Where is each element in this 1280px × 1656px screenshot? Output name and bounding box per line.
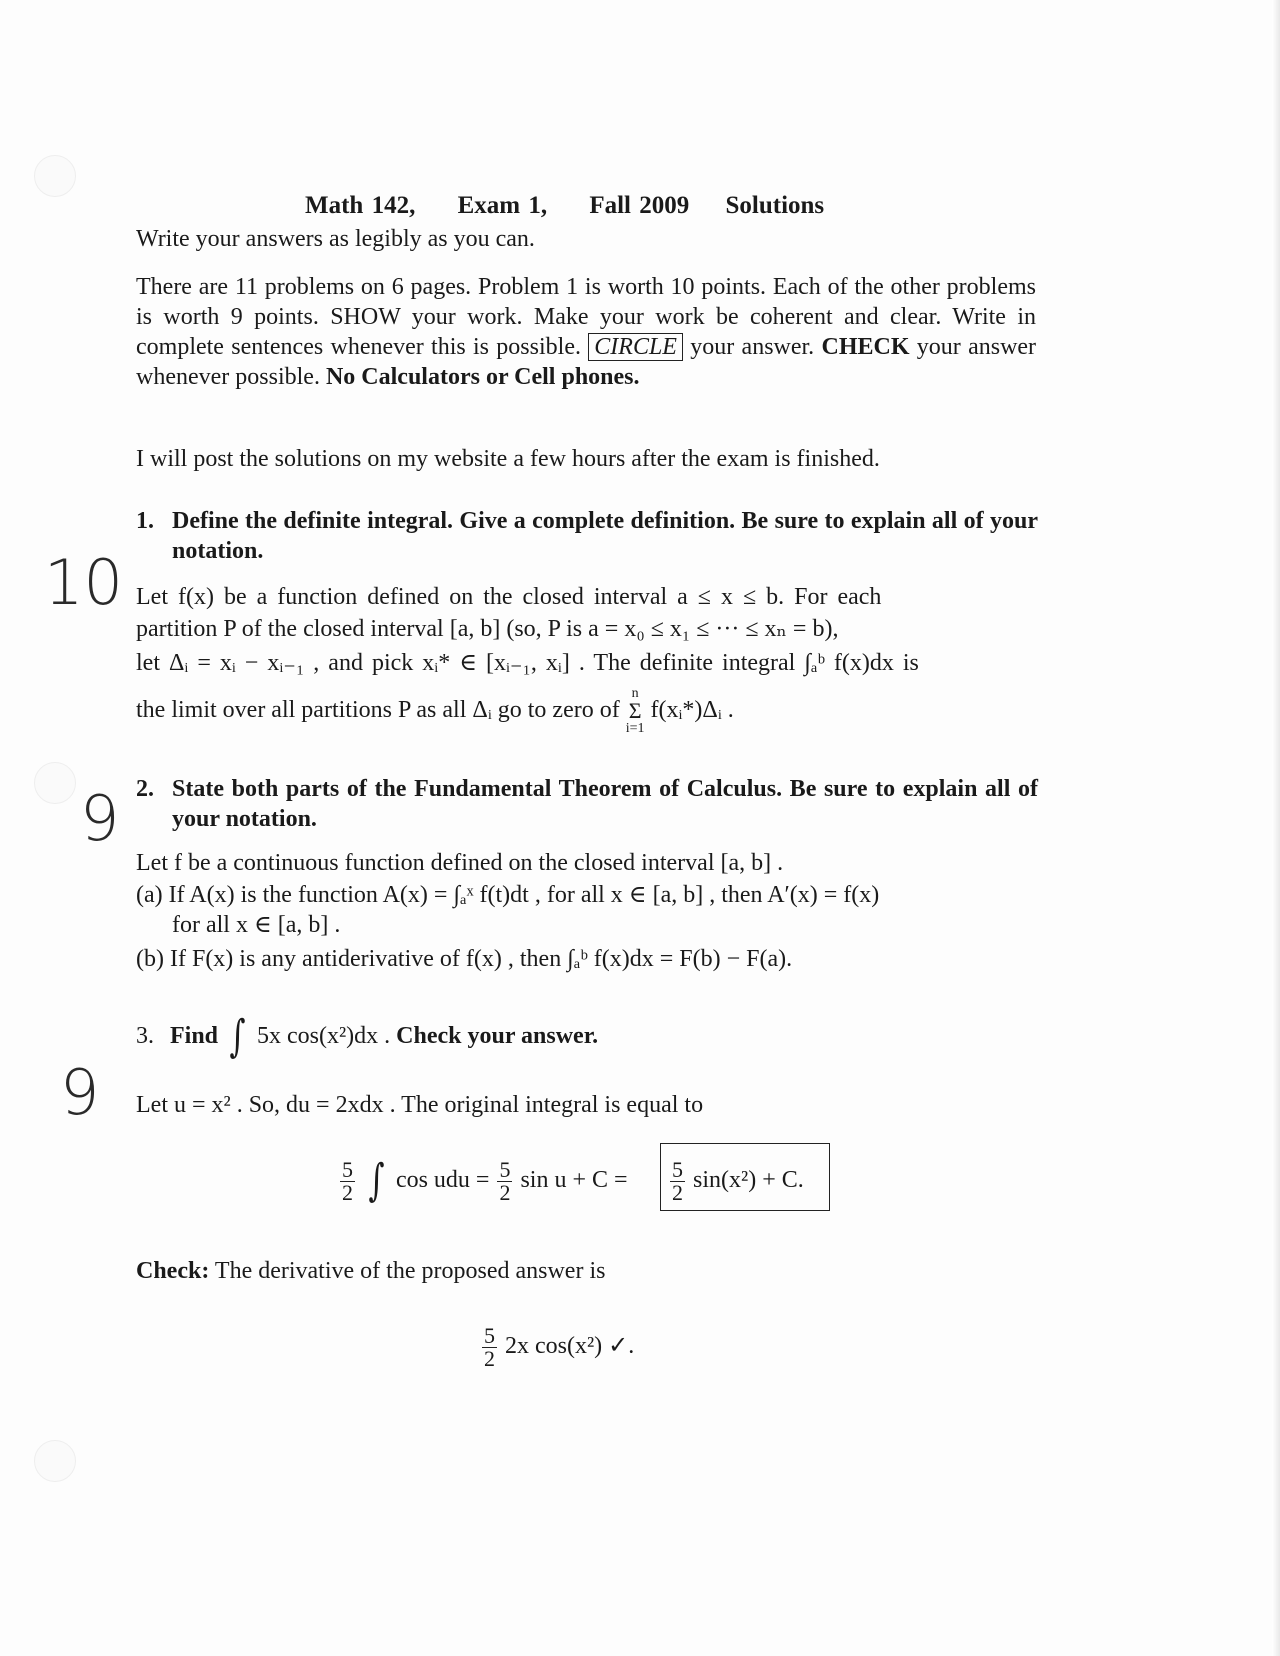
problem-2-part-a: (a) If A(x) is the function A(x) = ∫ₐˣ f(t)dt , for all x ∈ [a, b] , then A′(x) = f(x) <box>136 882 880 908</box>
no-calculators-note: No Calculators or Cell phones. <box>325 364 640 390</box>
instructions-text-2: your answer. <box>690 334 815 360</box>
equation-step-1: cos udu = <box>395 1167 490 1193</box>
problem-1-line-1: Let f(x) be a function defined on the closed interval a ≤ x ≤ b. For each <box>136 584 882 610</box>
fraction-five-halves: $\frac{5}{2}$ <box>342 1156 353 1205</box>
fraction-five-halves: $\frac{5}{2}$ <box>672 1156 683 1205</box>
instructions-text: There are 11 problems on 6 pages. Problem 1 is worth 10 points. Each of the other problems is worth 9 points. SHOW your work. Make your work be coherent and clear. Write in complete sentences whenever this is possible. <box>136 274 1036 360</box>
substitution-line: Let u = x² . So, du = 2xdx . The original integral is equal to <box>136 1092 704 1118</box>
problem-2-line-1: Let f be a continuous function defined on the closed interval [a, b] . <box>136 850 784 876</box>
instructions-text-3: your answer whenever possible. <box>136 334 1037 390</box>
problem-2-part-b: (b) If F(x) is any antiderivative of f(x) , then ∫ₐᵇ f(x)dx = F(b) − F(a). <box>136 946 793 972</box>
grade-mark-2: 9 <box>80 782 120 855</box>
problem-1-line-2: partition P of the closed interval [a, b] (so, P is a = x₀ ≤ x₁ ≤ ··· ≤ xₙ = b), <box>136 616 839 642</box>
problem-3-find: Find <box>170 1023 219 1049</box>
exam-label: Exam 1, <box>457 192 548 219</box>
sum-body: f(xᵢ*)Δᵢ . <box>650 697 734 723</box>
solutions-label: Solutions <box>725 192 825 219</box>
problem-2-number: 2. <box>136 776 154 802</box>
punch-hole <box>34 155 76 197</box>
answer-expression: sin(x²) + C. <box>693 1167 804 1193</box>
page-edge-shadow <box>1272 0 1280 1656</box>
punch-hole <box>34 762 76 804</box>
sum-lower-limit: i=1 <box>625 721 645 737</box>
check-line <box>136 1256 605 1286</box>
integral-sign: ∫ <box>368 1155 385 1207</box>
post-note: I will post the solutions on my website a few hours after the exam is finished. <box>136 446 880 472</box>
problem-1-limit-text: the limit over all partitions P as all Δᵢ go to zero of <box>136 697 620 723</box>
summation <box>626 687 645 735</box>
instructions <box>136 272 1036 392</box>
integral-sign: ∫ <box>229 1011 246 1063</box>
sigma-symbol: Σ <box>628 698 642 724</box>
subtitle: Write your answers as legibly as you can. <box>136 226 535 252</box>
problem-1-question: Define the definite integral. Give a complete definition. Be sure to explain all of your notation. <box>172 508 1038 564</box>
circle-boxed: CIRCLE <box>588 333 683 361</box>
final-answer <box>668 1150 804 1210</box>
problem-2-part-a-cont: for all x ∈ [a, b] . <box>172 912 341 938</box>
sum-upper-limit: n <box>631 686 639 702</box>
problem-3-integrand: 5x cos(x²)dx . <box>256 1023 391 1049</box>
grade-mark-3: 9 <box>60 1056 100 1129</box>
problem-1-line-4 <box>136 682 734 738</box>
fraction-five-halves: $\frac{5}{2}$ <box>484 1322 495 1371</box>
punch-hole <box>34 1440 76 1482</box>
problem-2-question: State both parts of the Fundamental Theorem of Calculus. Be sure to explain all of your notation. <box>172 776 1038 832</box>
course-label: Math 142, <box>305 192 416 219</box>
term-label: Fall 2009 <box>589 192 690 219</box>
check-label: Check: <box>136 1258 210 1284</box>
problem-3-number: 3. <box>136 1023 154 1049</box>
problem-3-question <box>136 1010 598 1062</box>
solution-equation <box>338 1150 628 1210</box>
problem-3-check-prompt: Check your answer. <box>396 1023 599 1049</box>
problem-1-number: 1. <box>136 508 154 534</box>
grade-mark-1: 10 <box>44 546 123 619</box>
check-emphasis: CHECK <box>821 334 910 360</box>
equation-step-2: sin u + C = <box>520 1167 628 1193</box>
derivative-line <box>480 1316 634 1376</box>
derivative-expression: 2x cos(x²) ✓. <box>505 1333 635 1359</box>
check-text: The derivative of the proposed answer is <box>214 1258 606 1284</box>
fraction-five-halves: $\frac{5}{2}$ <box>499 1156 511 1205</box>
exam-title <box>305 192 824 220</box>
problem-1-line-3: let Δᵢ = xᵢ − xᵢ₋₁ , and pick xᵢ* ∈ [xᵢ₋₁, xᵢ] . The definite integral ∫ₐᵇ f(x)dx is <box>136 650 919 676</box>
